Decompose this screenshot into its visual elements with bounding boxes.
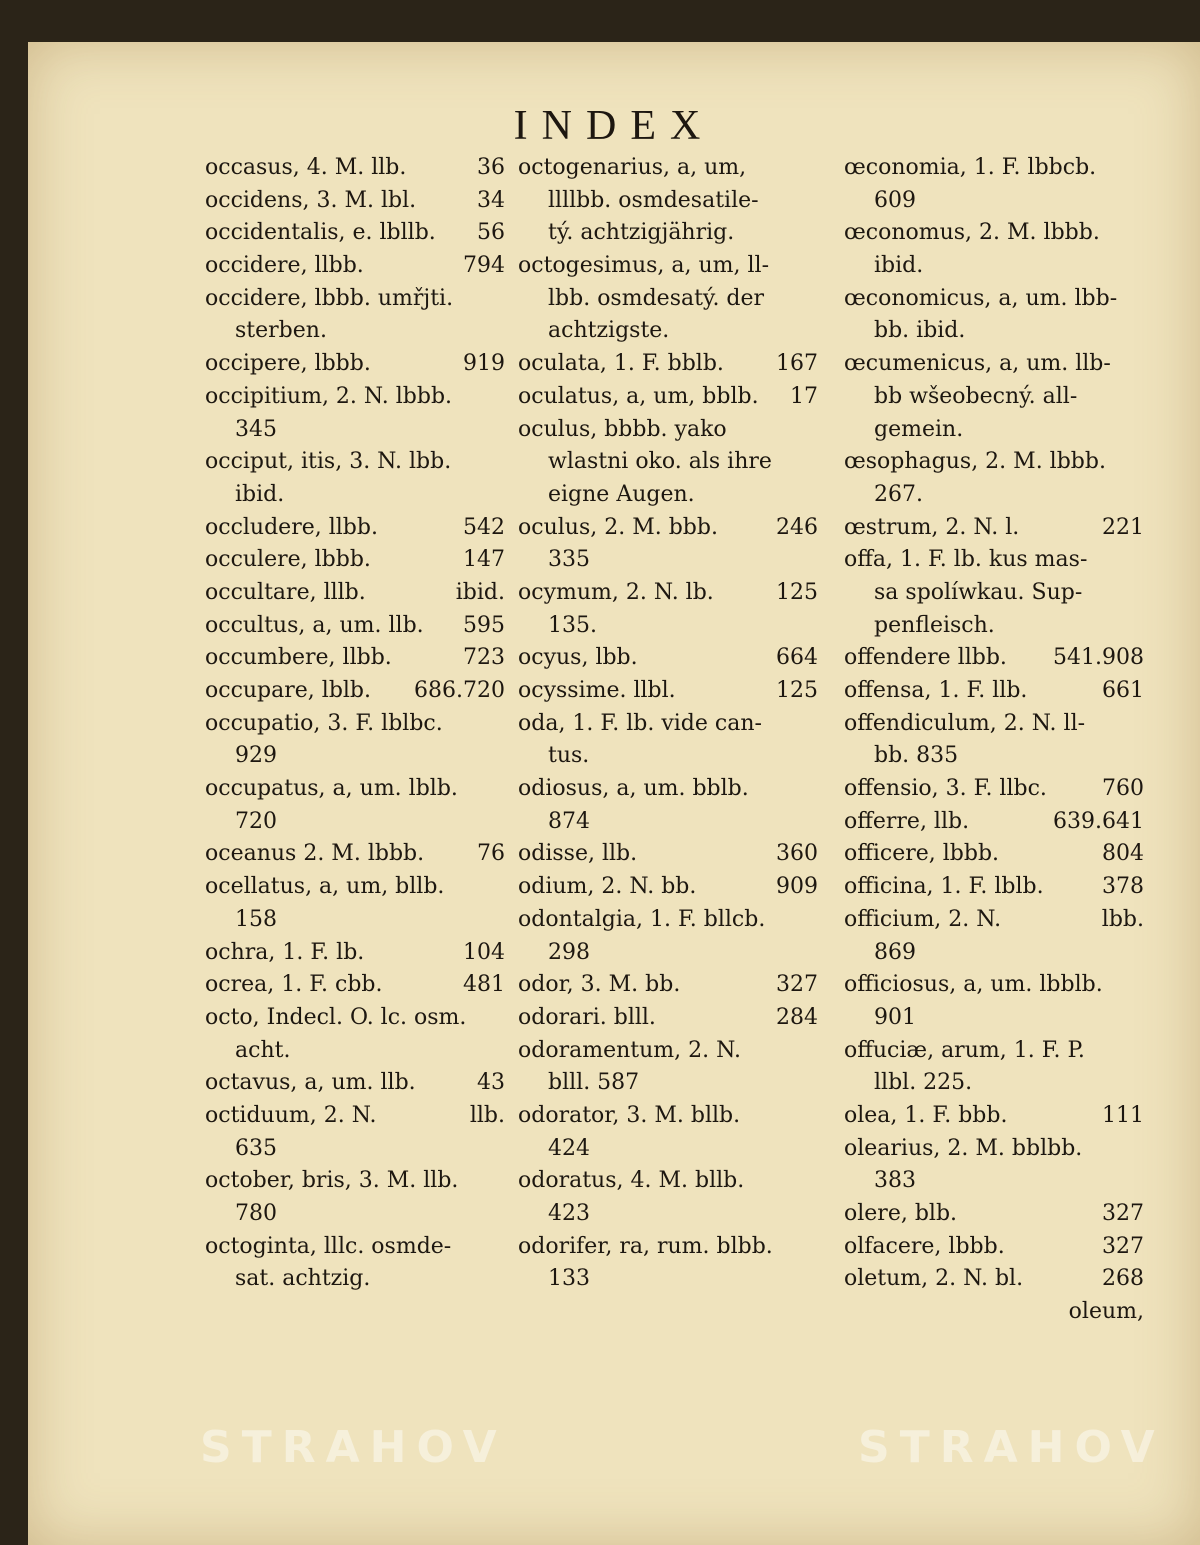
index-entry xyxy=(205,871,505,904)
index-entry xyxy=(205,479,505,512)
index-entry xyxy=(844,838,1144,871)
entry-text: 298 xyxy=(548,939,590,965)
index-entry xyxy=(844,185,1144,218)
book-page xyxy=(28,42,1200,1545)
index-entry xyxy=(518,283,818,316)
entry-text: sa spolíwkau. Sup- xyxy=(874,579,1083,605)
index-entry xyxy=(518,904,818,937)
index-entry xyxy=(518,512,818,545)
entry-text: ocyus, lbb. xyxy=(518,645,638,671)
entry-page-number: 595 xyxy=(463,612,505,638)
index-entry xyxy=(518,937,818,970)
entry-text: 874 xyxy=(548,808,590,834)
watermark-right: STRAHOV xyxy=(858,1422,1165,1473)
entry-page-number: 327 xyxy=(1102,1201,1144,1226)
entry-text: occludere, llbb. xyxy=(205,514,378,540)
entry-page-number: 111 xyxy=(1102,1102,1144,1128)
page-title: INDEX xyxy=(513,103,715,149)
index-entry xyxy=(518,1067,818,1100)
index-entry xyxy=(844,1263,1144,1296)
index-entry xyxy=(518,773,818,806)
entry-text: acht. xyxy=(235,1037,291,1063)
entry-text: achtzigste. xyxy=(548,318,670,344)
entry-text: odiosus, a, um. bblb. xyxy=(518,776,749,802)
index-entry xyxy=(844,1035,1144,1068)
entry-page-number: 147 xyxy=(463,547,505,573)
index-entry xyxy=(844,1100,1144,1133)
index-entry xyxy=(518,414,818,447)
index-entry xyxy=(205,381,505,414)
index-entry xyxy=(205,773,505,806)
entry-text: octogesimus, a, um, ll- xyxy=(518,253,770,279)
index-entry xyxy=(844,381,1144,414)
index-entry xyxy=(518,642,818,675)
index-entry xyxy=(205,1002,505,1035)
entry-page-number: 661 xyxy=(1102,678,1144,703)
index-entry xyxy=(518,250,818,283)
index-entry xyxy=(518,675,818,708)
index-entry xyxy=(844,250,1144,283)
entry-page-number: 36 xyxy=(477,155,505,180)
entry-text: bb. 835 xyxy=(874,743,959,769)
entry-text: officium, 2. N. xyxy=(844,906,1002,932)
entry-page-number: 909 xyxy=(776,874,818,900)
entry-text: oleum, xyxy=(1068,1299,1144,1325)
index-entry xyxy=(844,544,1144,577)
index-entry xyxy=(518,806,818,839)
entry-page-number: 794 xyxy=(463,253,505,279)
entry-text: octoginta, lllc. osmde- xyxy=(205,1233,452,1259)
index-entry xyxy=(518,1133,818,1166)
index-entry xyxy=(205,969,505,1002)
entry-text: 780 xyxy=(235,1201,277,1226)
entry-page-number: 542 xyxy=(463,514,505,540)
entry-text: occidere, llbb. xyxy=(205,253,364,279)
entry-text: occumbere, llbb. xyxy=(205,645,392,671)
entry-page-number: 284 xyxy=(776,1004,818,1030)
entry-text: occidentalis, e. lbllb. xyxy=(205,220,436,246)
index-entry xyxy=(205,152,505,185)
entry-text: odor, 3. M. bb. xyxy=(518,972,681,998)
entry-text: offendiculum, 2. N. ll- xyxy=(844,710,1086,736)
index-entry xyxy=(844,512,1144,545)
index-entry xyxy=(205,217,505,250)
entry-text: oculatus, a, um, bblb. xyxy=(518,383,759,409)
entry-text: bb. ibid. xyxy=(874,318,966,344)
entry-page-number: 378 xyxy=(1102,874,1144,900)
index-entry xyxy=(844,1198,1144,1231)
index-entry xyxy=(205,283,505,316)
index-column-2 xyxy=(518,152,818,1296)
index-entry xyxy=(844,446,1144,479)
entry-page-number: 221 xyxy=(1102,514,1144,540)
entry-text: offensa, 1. F. llb. xyxy=(844,678,1028,703)
entry-page-number: 246 xyxy=(776,514,818,540)
index-entry xyxy=(205,512,505,545)
index-entry xyxy=(844,937,1144,970)
index-entry xyxy=(205,348,505,381)
entry-text: octogenarius, a, um, xyxy=(518,155,747,180)
index-entry xyxy=(844,773,1144,806)
index-entry xyxy=(844,1296,1144,1329)
index-entry xyxy=(844,315,1144,348)
entry-text: oculata, 1. F. bblb. xyxy=(518,351,724,377)
entry-page-number: 167 xyxy=(776,351,818,377)
watermark-left: STRAHOV xyxy=(200,1422,507,1473)
index-entry xyxy=(205,577,505,610)
entry-text: blll. 587 xyxy=(548,1070,640,1096)
entry-text: tus. xyxy=(548,743,590,769)
entry-text: octiduum, 2. N. xyxy=(205,1102,377,1128)
entry-text: offerre, llb. xyxy=(844,808,970,834)
entry-text: 383 xyxy=(874,1168,916,1194)
entry-page-number: 268 xyxy=(1102,1266,1144,1292)
entry-text: 901 xyxy=(874,1004,916,1030)
entry-text: olearius, 2. M. bblbb. xyxy=(844,1135,1083,1161)
index-entry xyxy=(844,675,1144,708)
index-entry xyxy=(518,1231,818,1264)
entry-page-number: 125 xyxy=(776,678,818,703)
index-entry xyxy=(844,283,1144,316)
index-entry xyxy=(205,1263,505,1296)
index-entry xyxy=(205,740,505,773)
index-entry xyxy=(518,740,818,773)
index-entry xyxy=(205,1067,505,1100)
entry-page-number: 34 xyxy=(477,187,505,213)
index-entry xyxy=(518,1100,818,1133)
entry-text: œconomicus, a, um. lbb- xyxy=(844,285,1118,311)
entry-text: oculus, bbbb. yako xyxy=(518,416,727,442)
entry-text: gemein. xyxy=(874,416,964,442)
entry-text: occupare, lblb. xyxy=(205,678,372,703)
entry-text: 929 xyxy=(235,743,277,769)
index-entry xyxy=(844,642,1144,675)
entry-text: olfacere, lbbb. xyxy=(844,1233,1005,1259)
entry-page-number: 17 xyxy=(790,383,818,409)
index-entry xyxy=(844,740,1144,773)
entry-text: 609 xyxy=(874,187,916,213)
index-entry xyxy=(844,1002,1144,1035)
entry-text: olere, blb. xyxy=(844,1201,958,1226)
index-entry xyxy=(844,1231,1144,1264)
entry-text: occulere, lbbb. xyxy=(205,547,371,573)
index-entry xyxy=(518,446,818,479)
index-entry xyxy=(518,152,818,185)
entry-text: occidere, lbbb. umřjti. xyxy=(205,285,454,311)
entry-text: llllbb. osmdesatile- xyxy=(548,187,759,213)
entry-text: 424 xyxy=(548,1135,590,1161)
index-entry xyxy=(205,708,505,741)
index-entry xyxy=(205,1035,505,1068)
entry-page-number: 56 xyxy=(477,220,505,246)
entry-text: occultus, a, um. llb. xyxy=(205,612,424,638)
index-entry xyxy=(518,315,818,348)
entry-text: odorari. blll. xyxy=(518,1004,656,1030)
entry-text: occiput, itis, 3. N. lbb. xyxy=(205,449,452,475)
index-entry xyxy=(518,1263,818,1296)
entry-text: wlastni oko. als ihre xyxy=(548,449,772,475)
index-entry xyxy=(518,348,818,381)
entry-page-number: lbb. xyxy=(1101,906,1144,932)
index-entry xyxy=(844,871,1144,904)
entry-page-number: 686.720 xyxy=(414,678,505,703)
index-entry xyxy=(518,871,818,904)
index-entry xyxy=(518,610,818,643)
entry-text: œcumenicus, a, um. llb- xyxy=(844,351,1111,377)
entry-page-number: 723 xyxy=(463,645,505,671)
index-entry xyxy=(518,838,818,871)
entry-text: offuciæ, arum, 1. F. P. xyxy=(844,1037,1085,1063)
index-entry xyxy=(205,1165,505,1198)
index-entry xyxy=(205,315,505,348)
entry-text: 267. xyxy=(874,481,923,507)
entry-text: odoramentum, 2. N. xyxy=(518,1037,741,1063)
entry-text: officina, 1. F. lblb. xyxy=(844,874,1044,900)
entry-text: odoratus, 4. M. bllb. xyxy=(518,1168,745,1194)
index-column-1 xyxy=(205,152,505,1296)
index-entry xyxy=(205,1133,505,1166)
entry-page-number: llb. xyxy=(469,1102,505,1128)
index-entry xyxy=(844,1067,1144,1100)
entry-text: odontalgia, 1. F. bllcb. xyxy=(518,906,766,932)
index-entry xyxy=(205,1231,505,1264)
index-entry xyxy=(844,806,1144,839)
entry-page-number: 639.641 xyxy=(1053,808,1144,834)
index-entry xyxy=(518,708,818,741)
entry-text: 345 xyxy=(235,416,277,442)
index-entry xyxy=(844,152,1144,185)
entry-text: eigne Augen. xyxy=(548,481,695,507)
entry-text: ocrea, 1. F. cbb. xyxy=(205,972,383,998)
entry-text: oculus, 2. M. bbb. xyxy=(518,514,718,540)
index-entry xyxy=(844,610,1144,643)
entry-text: ocymum, 2. N. lb. xyxy=(518,579,714,605)
index-entry xyxy=(205,414,505,447)
entry-text: ibid. xyxy=(235,481,285,507)
index-entry xyxy=(518,217,818,250)
entry-page-number: 760 xyxy=(1102,776,1144,802)
index-entry xyxy=(518,969,818,1002)
entry-text: offensio, 3. F. llbc. xyxy=(844,776,1047,802)
index-entry xyxy=(205,610,505,643)
entry-text: 720 xyxy=(235,808,277,834)
entry-text: 335 xyxy=(548,547,590,573)
index-entry xyxy=(205,675,505,708)
index-entry xyxy=(518,1035,818,1068)
entry-page-number: 360 xyxy=(776,841,818,867)
entry-text: offendere llbb. xyxy=(844,645,1007,671)
entry-text: offa, 1. F. lb. kus mas- xyxy=(844,547,1088,573)
entry-text: 133 xyxy=(548,1266,590,1292)
index-entry xyxy=(205,838,505,871)
index-entry xyxy=(844,969,1144,1002)
index-entry xyxy=(518,1165,818,1198)
entry-text: 158 xyxy=(235,906,277,932)
index-entry xyxy=(844,479,1144,512)
index-entry xyxy=(205,1198,505,1231)
entry-text: sat. achtzig. xyxy=(235,1266,371,1292)
entry-text: lbb. osmdesatý. der xyxy=(548,285,765,311)
entry-text: œsophagus, 2. M. lbbb. xyxy=(844,449,1106,475)
entry-text: œstrum, 2. N. l. xyxy=(844,514,1020,540)
entry-text: officiosus, a, um. lbblb. xyxy=(844,972,1103,998)
entry-text: œconomus, 2. M. lbbb. xyxy=(844,220,1100,246)
index-entry xyxy=(518,185,818,218)
entry-text: ocyssime. llbl. xyxy=(518,678,676,703)
entry-text: occipitium, 2. N. lbbb. xyxy=(205,383,453,409)
entry-page-number: 541.908 xyxy=(1053,645,1144,671)
entry-text: oda, 1. F. lb. vide can- xyxy=(518,710,762,736)
index-entry xyxy=(205,446,505,479)
index-column-3 xyxy=(844,152,1144,1329)
entry-page-number: 125 xyxy=(776,579,818,605)
index-entry xyxy=(844,904,1144,937)
entry-page-number: 919 xyxy=(463,351,505,377)
entry-page-number: 76 xyxy=(477,841,505,867)
entry-text: ochra, 1. F. lb. xyxy=(205,939,365,965)
entry-text: œconomia, 1. F. lbbcb. xyxy=(844,155,1097,180)
index-entry xyxy=(518,544,818,577)
index-entry xyxy=(205,250,505,283)
entry-text: odisse, llb. xyxy=(518,841,638,867)
index-entry xyxy=(518,1198,818,1231)
entry-text: 869 xyxy=(874,939,916,965)
entry-text: olea, 1. F. bbb. xyxy=(844,1102,1008,1128)
index-entry xyxy=(205,544,505,577)
entry-page-number: 664 xyxy=(776,645,818,671)
entry-text: oletum, 2. N. bl. xyxy=(844,1266,1024,1292)
index-entry xyxy=(205,806,505,839)
entry-text: occupatio, 3. F. lblbc. xyxy=(205,710,443,736)
index-entry xyxy=(205,904,505,937)
index-entry xyxy=(518,381,818,414)
entry-text: occupatus, a, um. lblb. xyxy=(205,776,458,802)
index-entry xyxy=(844,1165,1144,1198)
index-entry xyxy=(844,414,1144,447)
entry-text: occidens, 3. M. lbl. xyxy=(205,187,417,213)
index-entry xyxy=(844,1133,1144,1166)
entry-text: penfleisch. xyxy=(874,612,995,638)
index-entry xyxy=(844,217,1144,250)
entry-text: ibid. xyxy=(874,253,924,279)
index-entry xyxy=(518,479,818,512)
index-entry xyxy=(844,708,1144,741)
entry-page-number: 481 xyxy=(463,972,505,998)
entry-text: odium, 2. N. bb. xyxy=(518,874,697,900)
entry-text: octo, Indecl. O. lc. osm. xyxy=(205,1004,467,1030)
entry-text: bb wšeobecný. all- xyxy=(874,383,1078,409)
index-entry xyxy=(844,348,1144,381)
index-entry xyxy=(518,577,818,610)
entry-text: tý. achtzigjährig. xyxy=(548,220,735,246)
entry-page-number: 104 xyxy=(463,939,505,965)
index-entry xyxy=(844,577,1144,610)
index-entry xyxy=(205,185,505,218)
entry-text: occasus, 4. M. llb. xyxy=(205,155,407,180)
index-entry xyxy=(205,937,505,970)
entry-page-number: ibid. xyxy=(455,579,505,605)
entry-text: odorifer, ra, rum. blbb. xyxy=(518,1233,773,1259)
entry-page-number: 43 xyxy=(477,1070,505,1096)
entry-text: occultare, lllb. xyxy=(205,579,366,605)
entry-text: llbl. 225. xyxy=(874,1070,973,1096)
index-entry xyxy=(518,1002,818,1035)
entry-text: officere, lbbb. xyxy=(844,841,1000,867)
entry-text: 635 xyxy=(235,1135,277,1161)
entry-text: octavus, a, um. llb. xyxy=(205,1070,416,1096)
entry-page-number: 804 xyxy=(1102,841,1144,867)
entry-text: october, bris, 3. M. llb. xyxy=(205,1168,459,1194)
entry-text: oceanus 2. M. lbbb. xyxy=(205,841,425,867)
entry-text: 423 xyxy=(548,1201,590,1226)
index-entry xyxy=(205,1100,505,1133)
index-entry xyxy=(205,642,505,675)
entry-text: ocellatus, a, um, bllb. xyxy=(205,874,445,900)
entry-text: 135. xyxy=(548,612,597,638)
entry-page-number: 327 xyxy=(1102,1233,1144,1259)
entry-text: sterben. xyxy=(235,318,327,344)
entry-text: odorator, 3. M. bllb. xyxy=(518,1102,741,1128)
entry-text: occipere, lbbb. xyxy=(205,351,371,377)
entry-page-number: 327 xyxy=(776,972,818,998)
